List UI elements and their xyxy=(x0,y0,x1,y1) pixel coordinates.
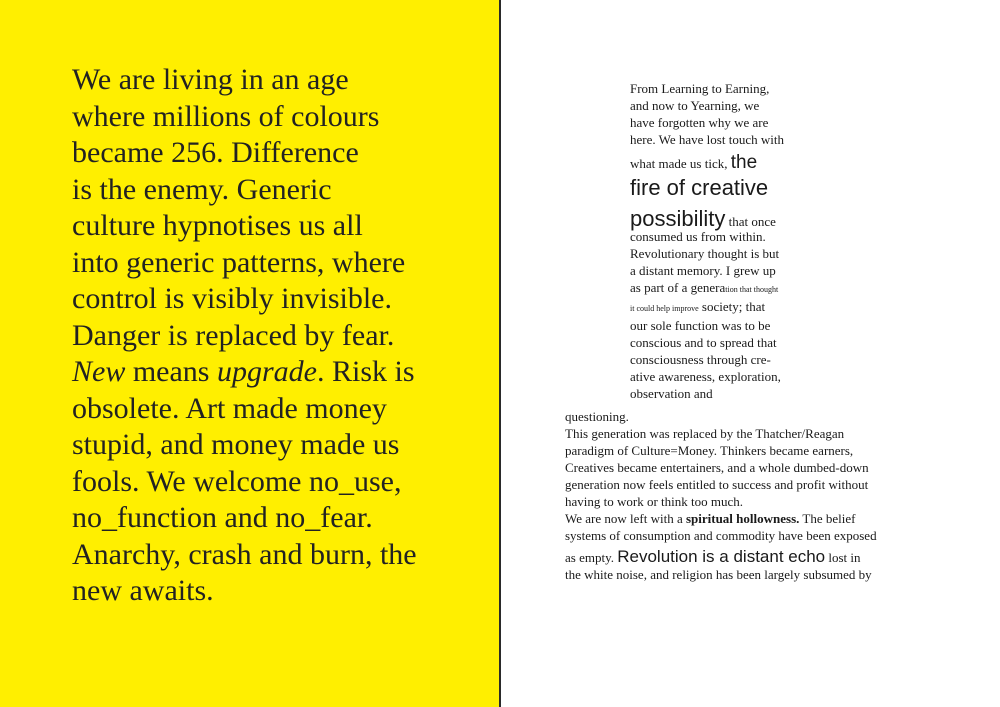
upgrade-word: upgrade xyxy=(216,355,317,388)
essay-line: From Learning to Earning, xyxy=(630,81,770,96)
manifesto-line: where millions of colours xyxy=(72,99,380,133)
essay-emphasis: the xyxy=(730,152,758,173)
essay-fragment: what made us tick, xyxy=(630,156,728,171)
essay-line xyxy=(565,548,877,566)
manifesto-line: We are living in an age xyxy=(72,63,349,96)
essay-line xyxy=(630,279,784,298)
essay-line: having to work or think too much. xyxy=(565,494,744,509)
essay-line: Revolutionary thought is but xyxy=(630,246,780,261)
essay-line: our sole function was to be xyxy=(630,318,771,333)
manifesto-line: obsolete. Art made money xyxy=(72,391,387,425)
essay-emphasis: Revolution is a distant echo xyxy=(617,547,826,566)
essay-line: ative awareness, exploration, xyxy=(630,369,781,384)
manifesto-line: stupid, and money made us xyxy=(72,428,400,461)
essay-fragment: that once xyxy=(728,214,776,229)
essay-line: observation and xyxy=(630,386,713,401)
essay-line: generation now feels entitled to success and profit without xyxy=(565,477,869,492)
essay-line: have forgotten why we are xyxy=(630,115,769,130)
manifesto-line: culture hypnotises us all xyxy=(72,209,363,242)
essay-wide-block xyxy=(565,408,877,583)
essay-fragment: as part of a genera xyxy=(630,280,726,295)
manifesto-line: into generic patterns, where xyxy=(72,245,406,279)
manifesto-line: new awaits. xyxy=(72,574,214,607)
essay-fragment: as empty. xyxy=(565,550,614,565)
risk-text: . Risk is xyxy=(316,355,415,388)
manifesto-line: control is visibly invisible. xyxy=(72,282,392,315)
essay-line: This generation was replaced by the Thatcher/Reagan xyxy=(565,426,845,441)
essay-line: questioning. xyxy=(565,409,629,424)
essay-emphasis: possibility xyxy=(630,206,726,231)
essay-line: Creatives became entertainers, and a whole dumbed-down xyxy=(565,460,869,475)
essay-column xyxy=(630,80,784,402)
essay-line: conscious and to spread that xyxy=(630,335,777,350)
essay-line: a distant memory. I grew up xyxy=(630,263,776,278)
essay-line xyxy=(630,154,784,172)
essay-line xyxy=(565,510,877,527)
essay-fragment: We are now left with a xyxy=(565,511,683,526)
new-word: New xyxy=(72,355,126,388)
essay-line: here. We have lost touch with xyxy=(630,132,784,147)
manifesto-line: no_function and no_fear. xyxy=(72,501,373,534)
essay-line: paradigm of Culture=Money. Thinkers became earners, xyxy=(565,443,854,458)
essay-fragment: The belief xyxy=(802,511,856,526)
essay-fine-print: tion that thought xyxy=(725,285,779,294)
means-text: means xyxy=(125,355,217,388)
manifesto-line: Danger is replaced by fear. xyxy=(72,318,395,352)
manifesto-line: Anarchy, crash and burn, the xyxy=(72,537,417,571)
essay-line: consciousness through cre- xyxy=(630,352,771,367)
essay-line: the white noise, and religion has been largely subsumed by xyxy=(565,567,872,582)
essay-line: and now to Yearning, we xyxy=(630,98,760,113)
essay-line: consumed us from within. xyxy=(630,229,766,244)
manifesto-line xyxy=(72,354,482,391)
essay-line xyxy=(630,298,784,317)
manifesto-line: is the enemy. Generic xyxy=(72,172,332,206)
essay-bold-phrase: spiritual hollowness. xyxy=(685,511,800,526)
essay-fragment: society; that xyxy=(701,299,766,314)
manifesto-line: became 256. Difference xyxy=(72,136,359,169)
essay-emphasis-line: fire of creative xyxy=(630,175,769,200)
essay-fine-print: it could help improve xyxy=(630,304,699,313)
essay-fragment: lost in xyxy=(828,550,861,565)
manifesto-text xyxy=(72,62,482,610)
essay-line: systems of consumption and commodity have been exposed xyxy=(565,528,877,543)
manifesto-line: fools. We welcome no_use, xyxy=(72,464,402,498)
